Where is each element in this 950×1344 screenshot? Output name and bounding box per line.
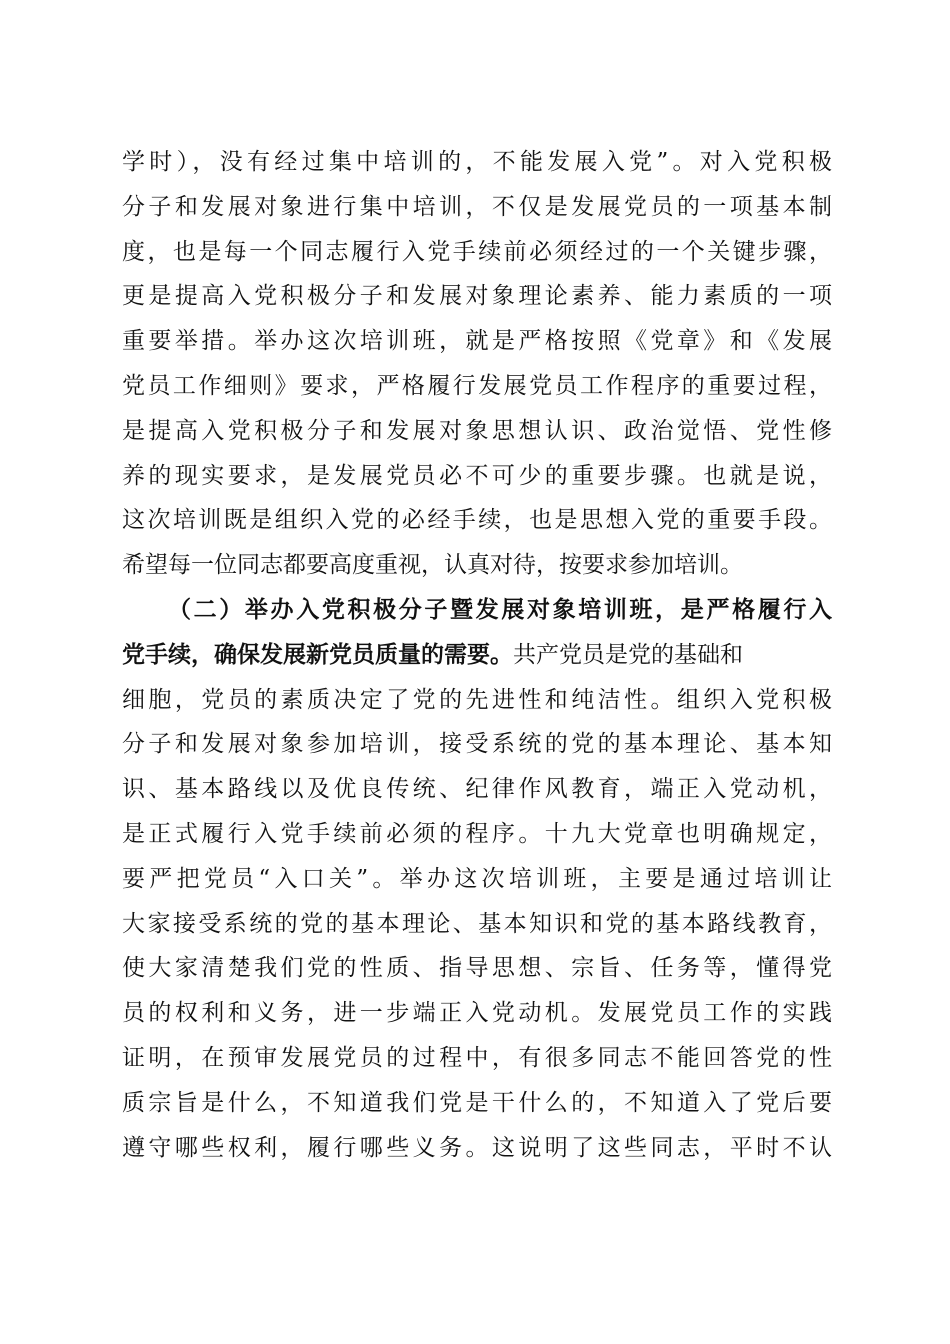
paragraph-2-line-1: 细胞，党员的素质决定了党的先进性和纯洁性。组织入党积极 [122, 686, 832, 713]
paragraph-2-line-11: 遵守哪些权利，履行哪些义务。这说明了这些同志，平时不认 [122, 1134, 832, 1161]
paragraph-1-line-7: 是提高入党积极分子和发展对象思想认识、政治觉悟、党性修 [122, 417, 832, 444]
paragraph-2-line-8: 员的权利和义务，进一步端正入党动机。发展党员工作的实践 [122, 1000, 832, 1027]
paragraph-1-line-4: 更是提高入党积极分子和发展对象理论素养、能力素质的一项 [122, 283, 832, 310]
body-text [122, 140, 832, 1170]
paragraph-1-line-8: 养的现实要求，是发展党员必不可少的重要步骤。也就是说， [122, 462, 832, 489]
paragraph-1-line-1: 学时），没有经过集中培训的，不能发展入党”。对入党积极 [122, 149, 832, 175]
paragraph-1-line-3: 度，也是每一个同志履行入党手续前必须经过的一个关键步骤， [122, 238, 832, 265]
section-2-line-2-rest: 共产党员是党的基础和 [513, 641, 743, 668]
paragraph-1-line-9: 这次培训既是组织入党的必经手续，也是思想入党的重要手段。 [122, 507, 832, 534]
paragraph-1-line-5: 重要举措。举办这次培训班，就是严格按照《党章》和《发展 [122, 328, 832, 355]
paragraph-1-line-10: 希望每一位同志都要高度重视，认真对待，按要求参加培训。 [122, 552, 743, 579]
paragraph-1-line-2: 分子和发展对象进行集中培训，不仅是发展党员的一项基本制 [122, 193, 832, 220]
section-2-heading-line-1: （二）举办入党积极分子暨发展对象培训班，是严格履行入 [168, 595, 832, 623]
section-2-heading-line-2 [122, 633, 832, 678]
paragraph-2-line-10: 质宗旨是什么，不知道我们党是干什么的，不知道入了党后要 [122, 1089, 832, 1116]
section-2-heading-bold-end: 党手续，确保发展新党员质量的需要。 [122, 640, 513, 668]
paragraph-2-line-2: 分子和发展对象参加培训，接受系统的党的基本理论、基本知 [122, 731, 832, 758]
paragraph-1-line-6: 党员工作细则》要求，严格履行发展党员工作程序的重要过程， [122, 372, 832, 399]
paragraph-2-line-4: 是正式履行入党手续前必须的程序。十九大党章也明确规定， [122, 820, 832, 847]
paragraph-2-line-7: 使大家清楚我们党的性质、指导思想、宗旨、任务等，懂得党 [122, 955, 832, 982]
paragraph-2-line-9: 证明，在预审发展党员的过程中，有很多同志不能回答党的性 [122, 1044, 832, 1071]
paragraph-2-line-3: 识、基本路线以及优良传统、纪律作风教育，端正入党动机， [122, 776, 832, 803]
paragraph-2-line-5: 要严把党员“入口关”。举办这次培训班，主要是通过培训让 [122, 865, 832, 892]
paragraph-2-line-6: 大家接受系统的党的基本理论、基本知识和党的基本路线教育， [122, 910, 832, 937]
